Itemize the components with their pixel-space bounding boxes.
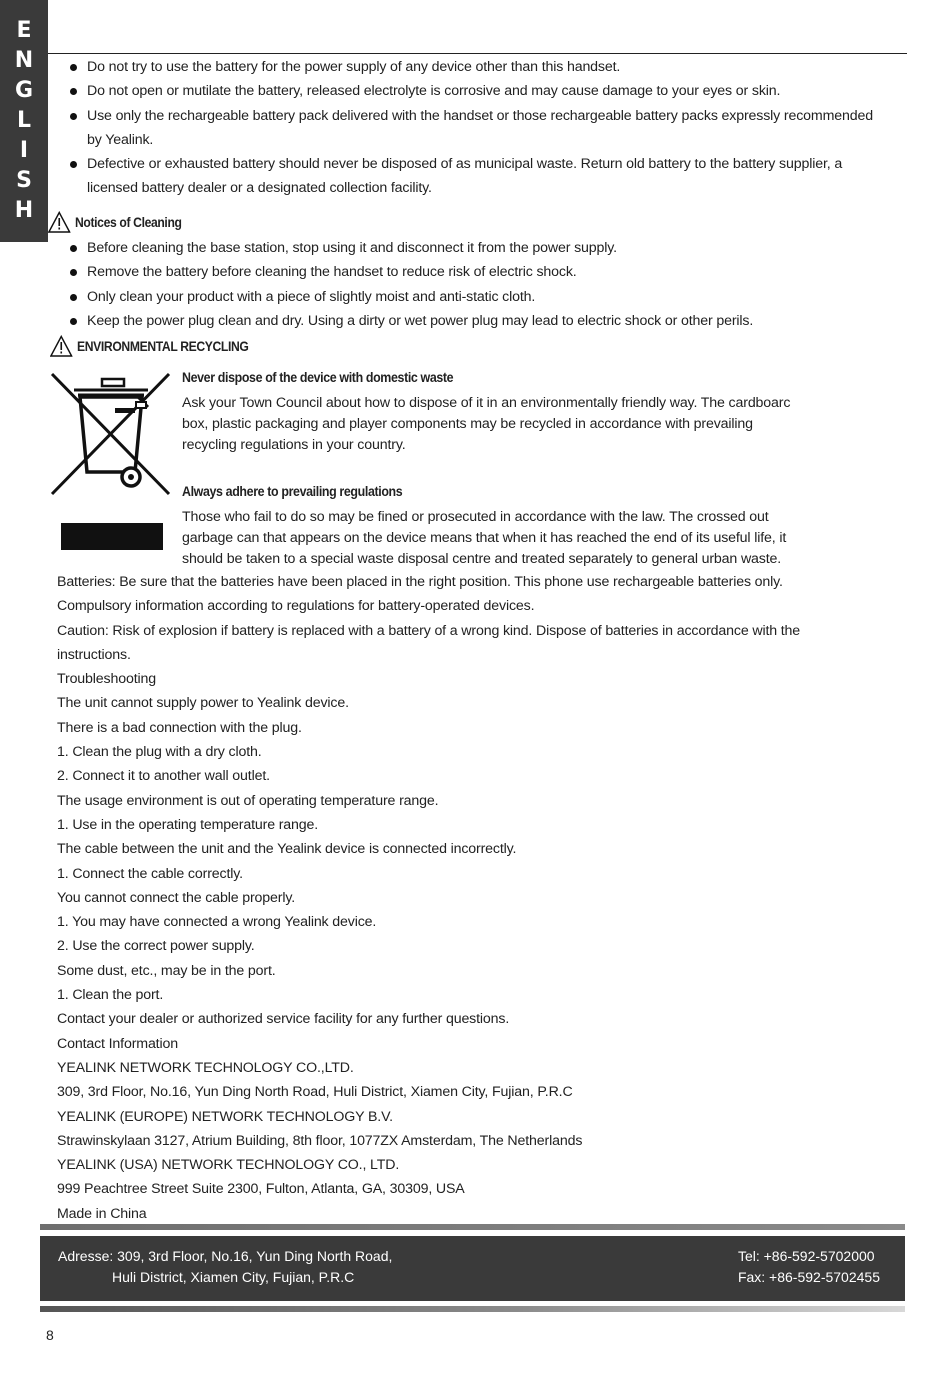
text-line: YEALINK (EUROPE) NETWORK TECHNOLOGY B.V. bbox=[57, 1108, 393, 1125]
list-item: Do not try to use the battery for the power supply of any device other than this handset. bbox=[68, 55, 908, 79]
text-line: 1. Clean the plug with a dry cloth. bbox=[57, 744, 262, 761]
paragraph-line: Ask your Town Council about how to dispose of it in an environmentally friendly way. The cardboarc bbox=[182, 395, 791, 411]
weee-black-bar bbox=[61, 523, 163, 550]
recycling-heading-text: ENVIRONMENTAL RECYCLING bbox=[77, 338, 249, 354]
paragraph-line: recycling regulations in your country. bbox=[182, 436, 406, 453]
list-item: Only clean your product with a piece of slightly moist and anti-static cloth. bbox=[68, 285, 908, 309]
text-line: 309, 3rd Floor, No.16, Yun Ding North Road, Huli District, Xiamen City, Fujian, P.R.C bbox=[57, 1084, 573, 1101]
text-line: Troubleshooting bbox=[57, 671, 156, 688]
side-tab-letter: N bbox=[14, 48, 34, 73]
text-line: Batteries: Be sure that the batteries have been placed in the right position. This phone use rechargeable batteries only. bbox=[57, 574, 783, 590]
text-line: Some dust, etc., may be in the port. bbox=[57, 962, 276, 979]
text-line: 1. Use in the operating temperature range. bbox=[57, 816, 319, 833]
cleaning-heading-text: Notices of Cleaning bbox=[75, 214, 182, 230]
paragraph-line: should be taken to a special waste disposal centre and treated separately to general urban waste. bbox=[182, 550, 782, 567]
text-line: 2. Use the correct power supply. bbox=[57, 938, 255, 955]
text-line: The usage environment is out of operating temperature range. bbox=[57, 792, 439, 809]
recycling-block2-text bbox=[182, 507, 822, 569]
side-tab-letter: G bbox=[14, 78, 34, 103]
side-tab-letter: L bbox=[16, 108, 32, 133]
list-item: Before cleaning the base station, stop using it and disconnect it from the power supply. bbox=[68, 236, 908, 260]
list-item: Defective or exhausted battery should never be disposed of as municipal waste. Return old battery to the battery supplier, a bbox=[68, 152, 908, 176]
recycling-block1-title: Never dispose of the device with domestic waste bbox=[182, 370, 454, 385]
footer-bottom-rule bbox=[40, 1306, 905, 1312]
list-item: Remove the battery before cleaning the handset to reduce risk of electric shock. bbox=[68, 260, 908, 284]
footer-tel: Tel: +86-592-5702000 bbox=[737, 1248, 875, 1264]
text-line: Strawinskylaan 3127, Atrium Building, 8th floor, 1077ZX Amsterdam, The Netherlands bbox=[57, 1132, 583, 1149]
text-line: Contact Information bbox=[57, 1035, 178, 1052]
list-item-continuation: by Yealink. bbox=[87, 131, 154, 148]
text-line: Made in China bbox=[57, 1205, 147, 1222]
crossed-out-bin-icon bbox=[48, 370, 173, 500]
paragraph-line: garbage can that appears on the device means that when it has reached the end of its useful life, it bbox=[182, 529, 787, 546]
text-line: 1. Clean the port. bbox=[57, 987, 164, 1004]
recycling-block2-title: Always adhere to prevailing regulations bbox=[182, 484, 403, 499]
text-line: 999 Peachtree Street Suite 2300, Fulton, Atlanta, GA, 30309, USA bbox=[57, 1181, 465, 1198]
footer-top-rule bbox=[40, 1224, 905, 1230]
recycling-heading bbox=[50, 335, 249, 357]
battery-bullet-list bbox=[68, 55, 908, 201]
cleaning-bullet-list bbox=[68, 236, 908, 333]
list-item: Keep the power plug clean and dry. Using a dirty or wet power plug may lead to electric shock or other perils. bbox=[68, 309, 908, 333]
side-tab-letter: H bbox=[14, 198, 34, 223]
paragraph-line: Those who fail to do so may be fined or prosecuted in accordance with the law. The crossed out bbox=[182, 509, 769, 525]
text-line: instructions. bbox=[57, 646, 131, 663]
body-text bbox=[57, 570, 917, 1226]
text-line: You cannot connect the cable properly. bbox=[57, 889, 296, 906]
warning-icon bbox=[48, 211, 71, 233]
list-item: Do not open or mutilate the battery, released electrolyte is corrosive and may cause damage to your eyes or skin. bbox=[68, 79, 908, 103]
text-line: YEALINK NETWORK TECHNOLOGY CO.,LTD. bbox=[57, 1059, 354, 1076]
text-line: 2. Connect it to another wall outlet. bbox=[57, 768, 270, 785]
text-line: Caution: Risk of explosion if battery is replaced with a battery of a wrong kind. Dispose of batteries in accordance with the bbox=[57, 622, 801, 639]
footer-address-line: Adresse: 309, 3rd Floor, No.16, Yun Ding North Road, bbox=[58, 1248, 393, 1264]
language-side-tab bbox=[0, 0, 48, 242]
text-line: The unit cannot supply power to Yealink device. bbox=[57, 695, 349, 712]
text-line: Contact your dealer or authorized service facility for any further questions. bbox=[57, 1011, 510, 1028]
text-line: YEALINK (USA) NETWORK TECHNOLOGY CO., LTD. bbox=[57, 1157, 400, 1174]
cleaning-heading bbox=[48, 211, 182, 233]
side-tab-letter: S bbox=[16, 168, 32, 193]
text-line: 1. Connect the cable correctly. bbox=[57, 865, 243, 882]
footer-address-line: Huli District, Xiamen City, Fujian, P.R.C bbox=[112, 1269, 355, 1285]
footer-address bbox=[58, 1246, 392, 1288]
text-line: Compulsory information according to regulations for battery-operated devices. bbox=[57, 598, 535, 615]
text-line: There is a bad connection with the plug. bbox=[57, 719, 302, 736]
side-tab-letter: E bbox=[16, 18, 32, 43]
top-divider bbox=[48, 53, 907, 54]
recycling-block1-text bbox=[182, 393, 822, 455]
list-item: Use only the rechargeable battery pack delivered with the handset or those rechargeable battery packs expressly recommended bbox=[68, 104, 908, 128]
paragraph-line: box, plastic packaging and player components may be recycled in accordance with prevailing bbox=[182, 415, 753, 432]
side-tab-letter: I bbox=[19, 138, 29, 163]
footer-contact bbox=[738, 1246, 880, 1288]
text-line: 1. You may have connected a wrong Yealink device. bbox=[57, 914, 377, 931]
list-item-continuation: licensed battery dealer or a designated collection facility. bbox=[87, 180, 432, 197]
text-line: The cable between the unit and the Yealink device is connected incorrectly. bbox=[57, 841, 517, 858]
page-number: 8 bbox=[46, 1327, 54, 1343]
warning-icon bbox=[50, 335, 73, 357]
footer-fax: Fax: +86-592-5702455 bbox=[737, 1269, 880, 1285]
footer-band bbox=[40, 1236, 905, 1301]
